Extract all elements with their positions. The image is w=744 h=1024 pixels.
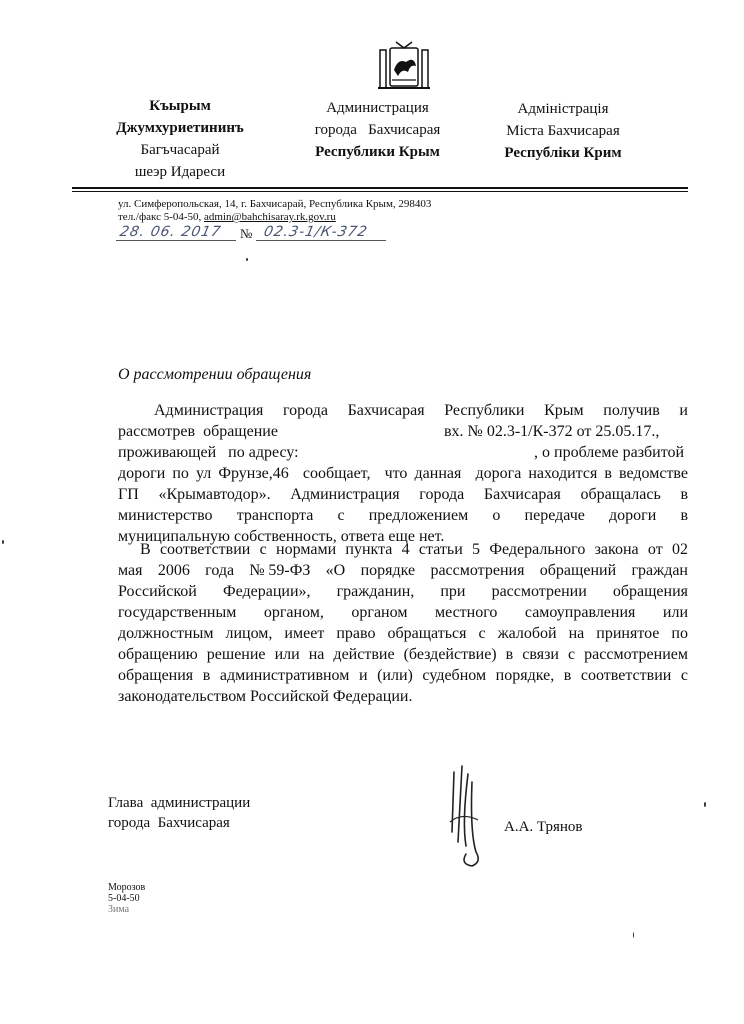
number-underline [256,240,386,241]
body-line: обращения в административном и (или) судебном порядке, в соответствии с [118,667,688,684]
signatory-title-line: города Бахчисарая [108,815,230,831]
body-line: дороги по ул Фрунзе,46 сообщает, что данная дорога находится в ведомстве [118,465,688,482]
header-ua-line: Міста Бахчисарая [506,123,620,139]
scan-speck [704,802,706,807]
header-divider-thin [72,191,688,192]
signatory-name: А.А. Трянов [504,819,583,835]
signatory-title [108,793,250,833]
signatory-title-line: Глава администрации [108,795,251,811]
header-russian [290,97,465,163]
body-line: В соответствии с нормами пункта 4 статьи 5 Федерального закона от 02 [140,541,688,558]
header-ru-line: Администрация [326,100,429,116]
registration-line [116,224,406,244]
body-paragraph-2 [118,539,688,707]
date-underline [116,240,236,241]
body-line-part: проживающей по адресу: [118,444,299,461]
scan-speck [2,540,4,544]
body-line: законодательством Российской Федерации. [118,688,413,705]
header-crimean-tatar [95,95,265,183]
header-ua-line: Адміністрація [517,101,609,117]
header-ru-line: Республики Крым [315,144,440,160]
registration-number-label: № [240,226,253,241]
executor-name: Морозов [108,882,146,893]
body-line: ГП «Крымавтодор». Администрация города Бахчисарая обращалась в [118,486,688,503]
scan-speck [633,932,634,938]
header-divider [72,187,688,189]
header-ct-line: шеэр Идареси [134,164,226,180]
header-ct-line: Багъчасарай [140,142,220,158]
subject-line: О рассмотрении обращения [118,366,312,383]
body-line-part: , о проблеме разбитой [534,444,685,461]
header-ct-line: Къырым [149,98,211,114]
body-line-part: вх. № 02.3-1/К-372 от 25.05.17., [444,423,660,440]
body-line: Российской Федерации», гражданин, при рассмотрении обращения [118,583,688,600]
body-line: министерство транспорта с предложением о передаче дороги в [118,507,688,524]
body-line: обращению решение или на действие (бездействие) в связи с рассмотрением [118,646,688,663]
address-line: ул. Симферопольская, 14, г. Бахчисарай, Республика Крым, 298403 [118,198,432,210]
scan-speck [246,258,248,261]
contact-line [118,211,431,224]
body-line: муниципальную собственность, ответа еще нет. [118,528,445,545]
address-block [118,198,431,224]
executor-phone: 5-04-50 [108,893,140,904]
body-line: мая 2006 года №59-ФЗ «О порядке рассмотрения обращений граждан [118,562,688,579]
body-paragraph-1 [118,400,688,547]
handwritten-signature-icon [432,762,502,872]
registration-number: 02.3-1/К-372 [262,224,370,240]
executor-block [108,882,145,915]
executor-note: Зима [108,904,130,915]
body-line-split [118,442,688,463]
body-line: Администрация города Бахчисарая Республики Крым получив и [154,402,688,419]
body-line-split [118,421,688,442]
header-ct-line: Джумхуриетининъ [116,120,244,136]
body-line: должностным лицом, имеет право обращаться с жалобой на принятое по [118,625,688,642]
body-line-part: рассмотрев обращение [118,423,278,440]
body-line: государственным органом, органом местного самоуправления или [118,604,688,621]
phone-text: тел./факс 5-04-50, [118,211,205,223]
email-link[interactable]: admin@bahchisaray.rk.gov.ru [204,211,336,223]
coat-of-arms-icon [376,40,432,92]
registration-date: 28. 06. 2017 [118,224,223,240]
header-ua-line: Республіки Крим [504,145,622,161]
header-ukrainian [488,98,638,164]
header-ru-line: города Бахчисарая [314,122,441,138]
